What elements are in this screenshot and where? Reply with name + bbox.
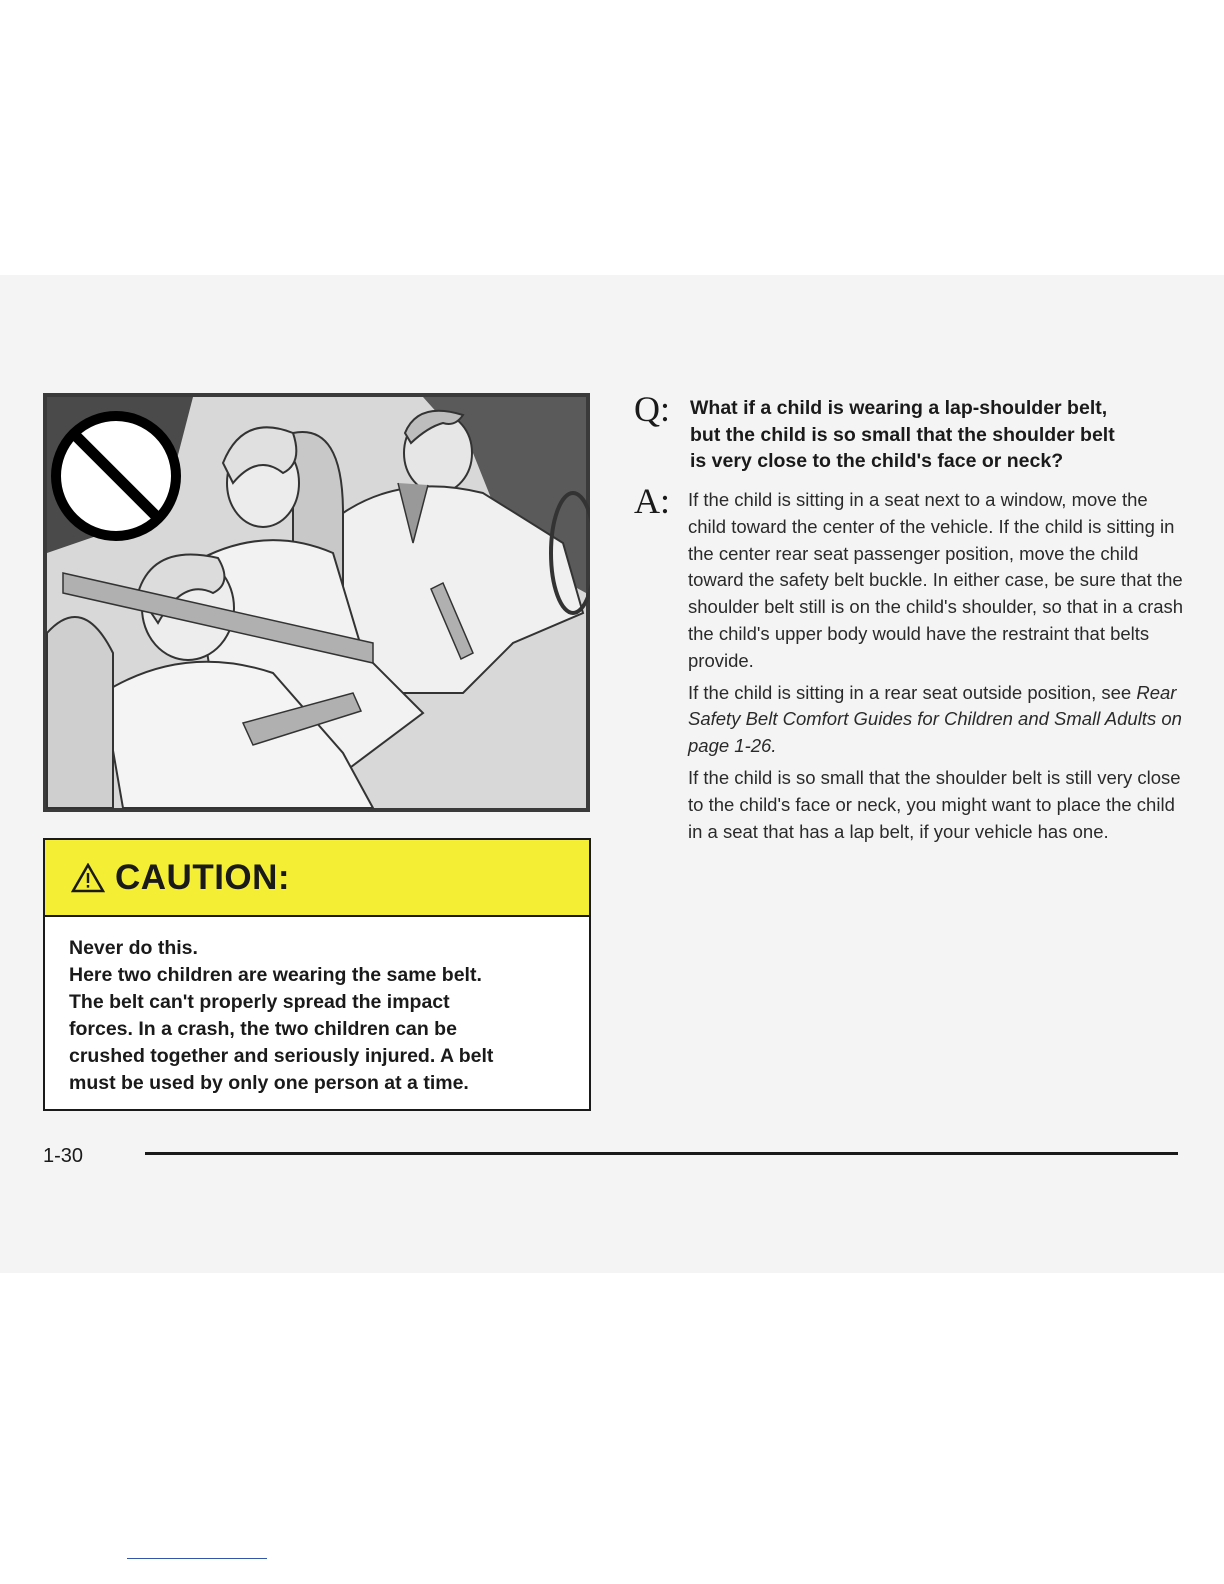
footer-divider bbox=[145, 1152, 1178, 1155]
question-line: is very close to the child's face or neck? bbox=[690, 450, 1064, 472]
caution-line: crushed together and seriously injured. A belt bbox=[69, 1045, 494, 1067]
caution-line: The belt can't properly spread the impact bbox=[69, 991, 450, 1013]
question-mark-label: Q: bbox=[634, 389, 670, 429]
warning-triangle-icon bbox=[71, 863, 105, 893]
caution-body bbox=[45, 917, 589, 1097]
caution-line: Never do this. bbox=[69, 937, 198, 959]
caution-title: CAUTION: bbox=[115, 857, 291, 897]
caution-line: must be used by only one person at a time. bbox=[69, 1072, 469, 1094]
question-text bbox=[690, 395, 1180, 475]
answer-paragraph bbox=[688, 680, 1188, 760]
prohibited-icon bbox=[51, 411, 181, 541]
answer-paragraph: If the child is so small that the shoulder belt is still very close to the child's face or neck, you might want to place the child in a seat that has a lap belt, if your vehicle has one. bbox=[688, 766, 1181, 842]
caution-line: Here two children are wearing the same belt. bbox=[69, 964, 482, 986]
caution-box bbox=[43, 838, 591, 1111]
illustration-two-children-one-belt bbox=[43, 393, 590, 812]
answer-paragraph: If the child is sitting in a seat next to a window, move the child toward the center of the vehicle. If the child is sitting in the center rear seat passenger position, move the child toward the safety belt buckle. In either case, be sure that the shoulder belt still is on the child's shoulder, so that in a crash the child's upper body would have the restraint that belts provide. bbox=[688, 489, 1184, 671]
page-number: 1-30 bbox=[43, 1145, 84, 1167]
caution-line: forces. In a crash, the two children can be bbox=[69, 1018, 457, 1040]
answer-paragraph-prefix: If the child is sitting in a rear seat outside position, see bbox=[688, 681, 1137, 703]
answer-text bbox=[688, 487, 1188, 850]
question-line: What if a child is wearing a lap-shoulder belt, bbox=[690, 397, 1108, 419]
answer-mark-label: A: bbox=[634, 481, 670, 521]
page-reference-link[interactable]: Rear Safety Belt Comfort Guides for Children and Small Adults on page 1-26. bbox=[688, 681, 1182, 757]
caution-header bbox=[45, 840, 589, 917]
question-line: but the child is so small that the shoulder belt bbox=[690, 423, 1115, 446]
bottom-divider bbox=[127, 1558, 267, 1559]
